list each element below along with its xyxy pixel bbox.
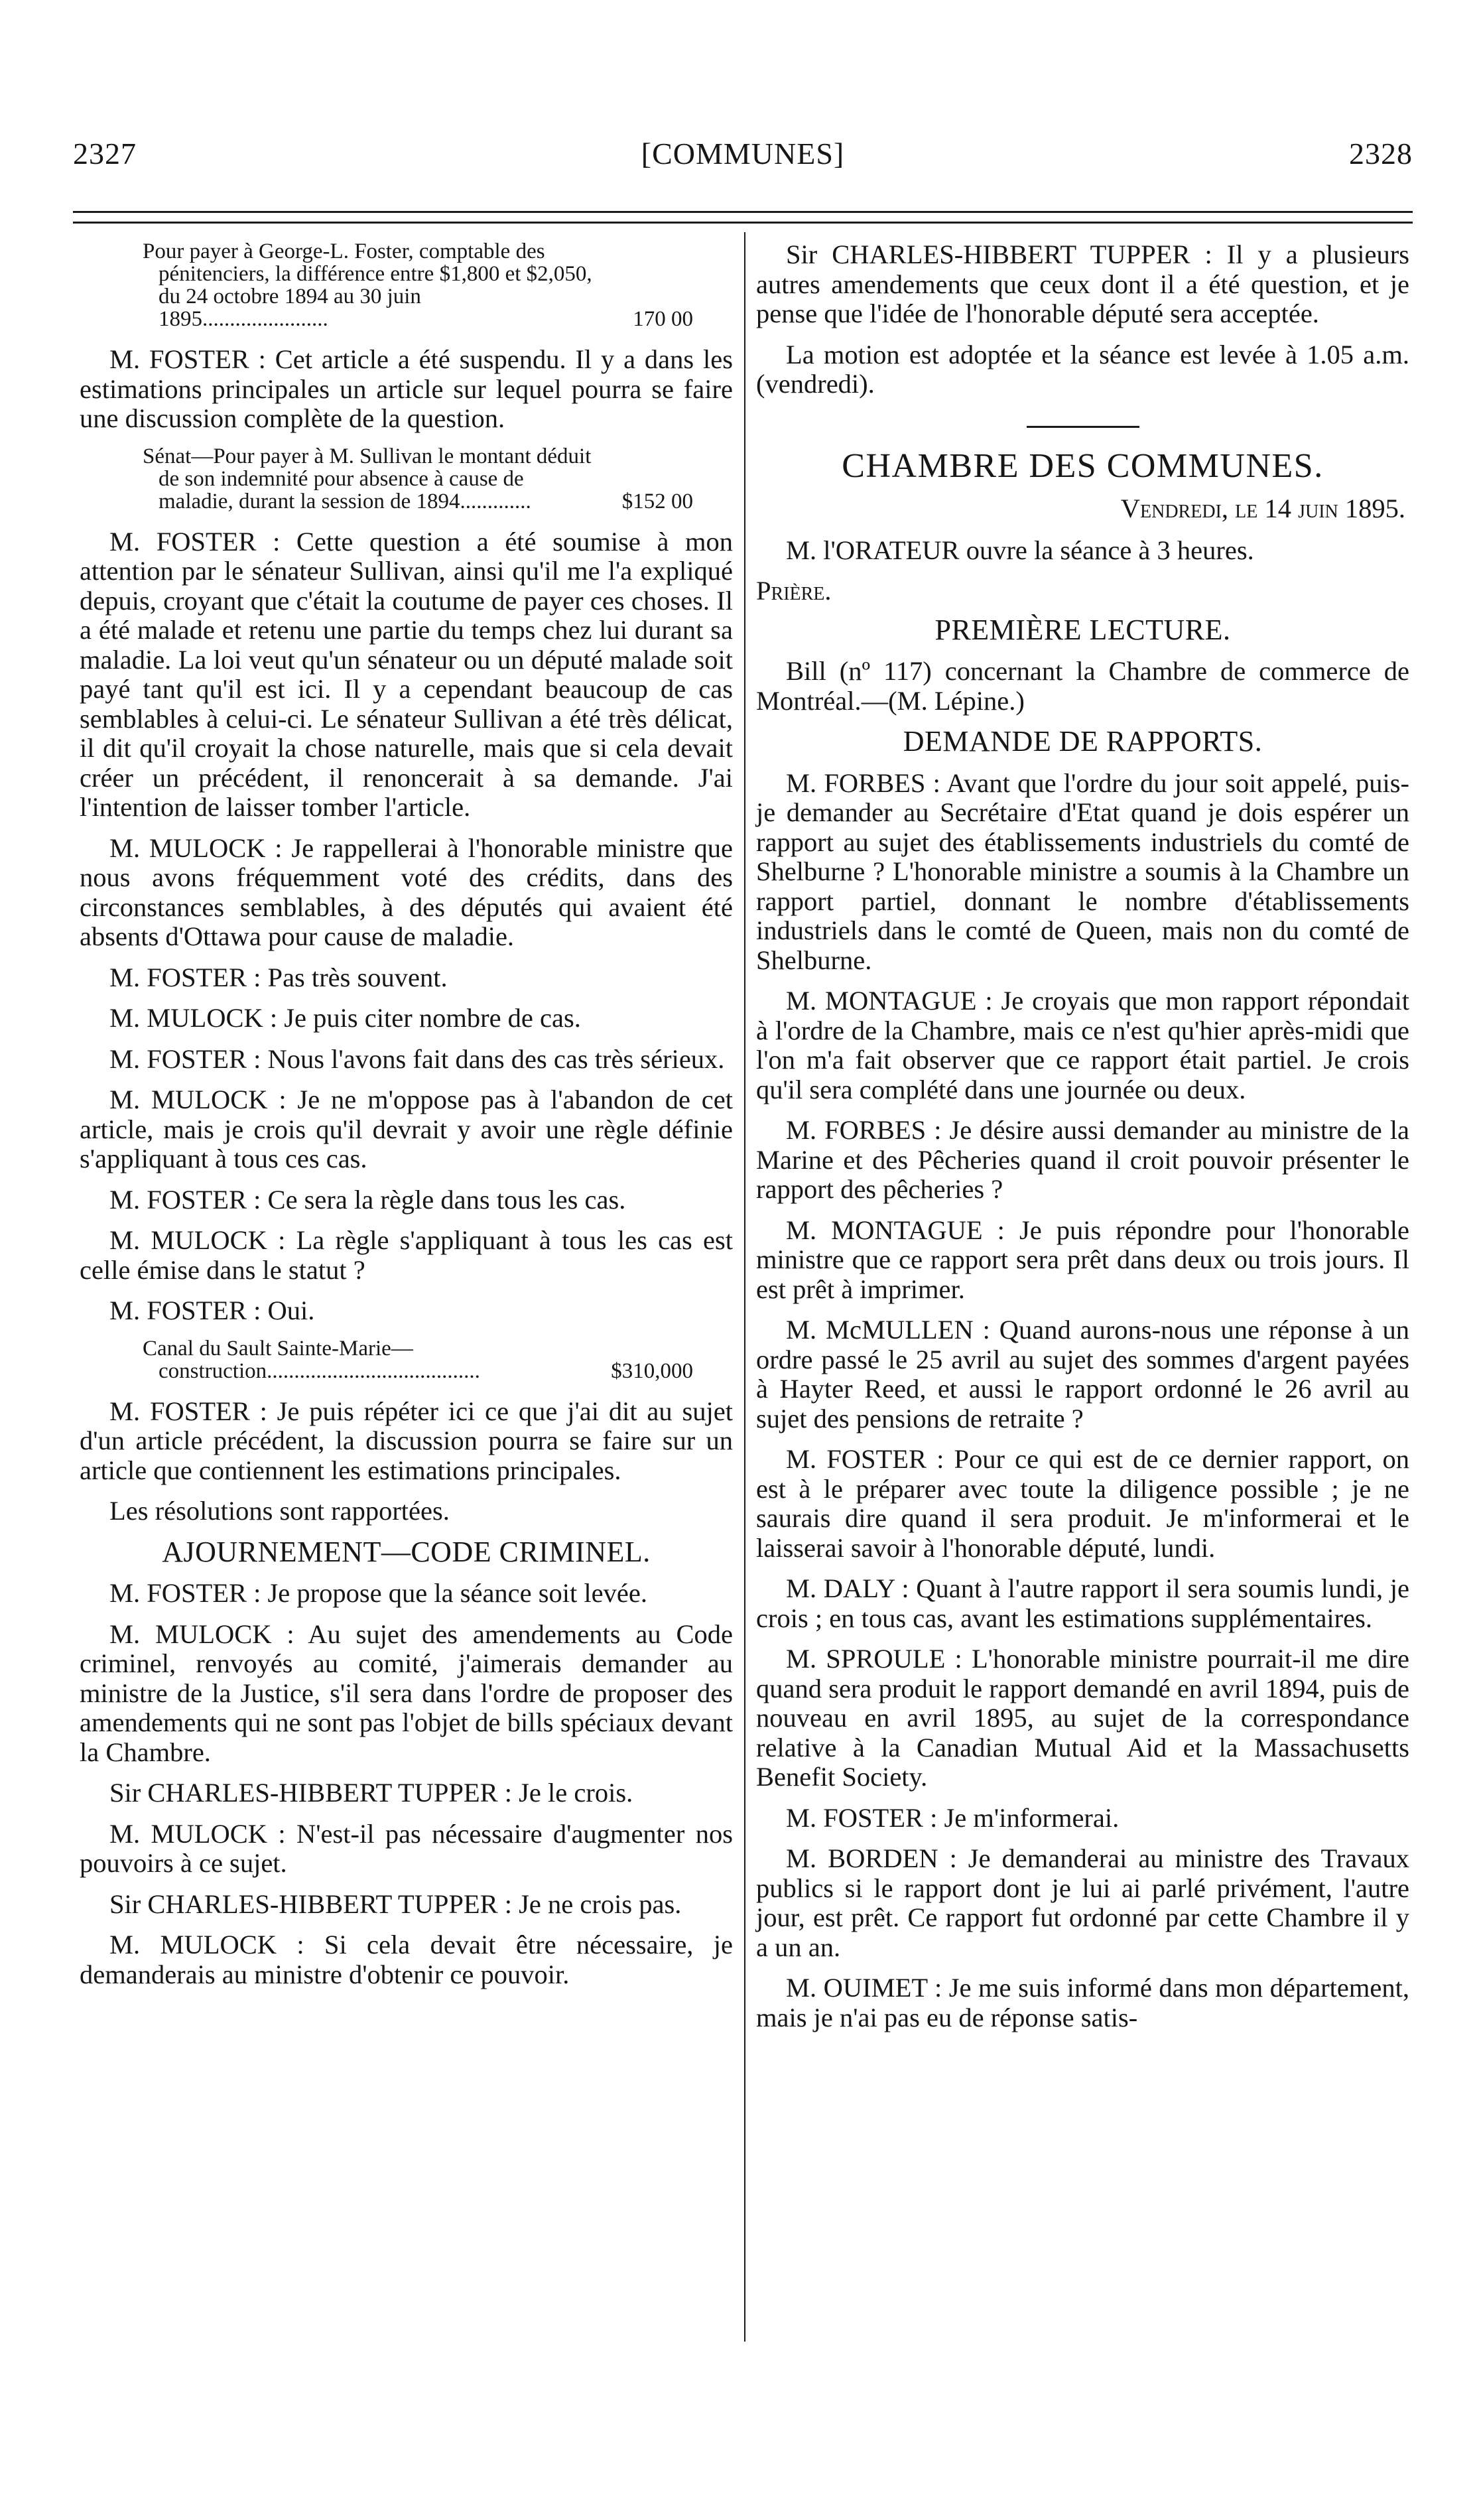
paragraph: M. FOSTER : Nous l'avons fait dans des cas très sérieux. xyxy=(109,1043,725,1074)
paragraph: M. DALY : Quant à l'autre rapport il sera soumis lundi, je crois ; en tous cas, avant les estimations supplémentaires. xyxy=(756,1573,1409,1633)
paragraph: M. FOSTER : Je m'informerai. xyxy=(786,1802,1120,1833)
estimate-item-text: Sénat—Pour payer à M. Sullivan le montant déduit de son indemnité pour absence à cause de maladie, durant la session de 1894............. xyxy=(143,444,592,513)
paragraph: M. MULOCK : Je rappellerai à l'honorable ministre que nous avons fréquemment voté des crédits, dans des circonstances semblables, à des députés qui avaient été absents d'Ottawa pour cause de maladie. xyxy=(80,832,733,951)
paragraph: M. MULOCK : Je puis citer nombre de cas. xyxy=(109,1003,581,1033)
paragraph: M. FOSTER : Pour ce qui est de ce dernier rapport, on est à le préparer avec toute la diligence possible ; je ne saurais dire quand il sera produit. Je m'informerai et le laisserai savoir à l'honorable député, lundi. xyxy=(756,1444,1409,1563)
paragraph: M. MULOCK : La règle s'appliquant à tous les cas est celle émise dans le statut ? xyxy=(80,1225,733,1285)
paragraph: M. MULOCK : N'est-il pas nécessaire d'augmenter nos pouvoirs à ce sujet. xyxy=(80,1818,733,1878)
paragraph: Les résolutions sont rapportées. xyxy=(109,1496,450,1526)
section-heading-demande-rapports: DEMANDE DE RAPPORTS. xyxy=(903,725,1263,758)
chamber-heading: CHAMBRE DES COMMUNES. xyxy=(842,446,1324,485)
section-heading-premiere-lecture: PREMIÈRE LECTURE. xyxy=(934,613,1231,646)
paragraph: M. MULOCK : Au sujet des amendements au Code criminel, renvoyés au comité, j'aimerais demander au ministre de la Justice, s'il sera dans l'ordre de proposer des amendements qui ne sont pas l'objet de bills spéciaux devant la Chambre. xyxy=(80,1619,733,1767)
left-column xyxy=(80,240,733,2001)
paragraph: M. FORBES : Je désire aussi demander au ministre de la Marine et des Pêcheries quand il croit pouvoir présenter le rapport des pêcheries ? xyxy=(756,1115,1409,1204)
paragraph: M. McMULLEN : Quand aurons-nous une réponse à un ordre passé le 25 avril au sujet des sommes d'argent payées à Hayter Reed, et aussi le rapport ordonné le 26 avril au sujet des pensions de retraite ? xyxy=(756,1315,1409,1433)
estimate-item xyxy=(143,445,693,513)
paragraph: Sir CHARLES-HIBBERT TUPPER : Je le crois. xyxy=(109,1778,633,1808)
estimate-item-amount: $152 00 xyxy=(621,489,693,513)
paragraph: M. FOSTER : Oui. xyxy=(109,1295,315,1325)
estimate-item-amount: 170 00 xyxy=(633,307,693,331)
paragraph: M. MONTAGUE : Je puis répondre pour l'honorable ministre que ce rapport sera prêt dans deux ou trois jours. Il est prêt à imprimer. xyxy=(756,1215,1409,1304)
column-divider xyxy=(744,232,745,2342)
estimate-item-amount: $310,000 xyxy=(611,1359,693,1383)
paragraph: M. SPROULE : L'honorable ministre pourrait-il me dire quand sera produit le rapport demandé en avril 1894, puis de nouveau en avril 1895, au sujet de la correspondance relative à la Canadian Mutual Aid et la Massachusetts Benefit Society. xyxy=(756,1644,1409,1792)
page-title: [COMMUNES] xyxy=(641,137,845,170)
paragraph: M. FOSTER : Ce sera la règle dans tous les cas. xyxy=(109,1184,626,1215)
paragraph: M. FOSTER : Je puis répéter ici ce que j'ai dit au sujet d'un article précédent, la discussion pourra se faire sur un article que contiennent les estimations principales. xyxy=(80,1396,733,1485)
estimate-item xyxy=(143,1337,693,1382)
paragraph: M. OUIMET : Je me suis informé dans mon département, mais je n'ai pas eu de réponse satis- xyxy=(756,1973,1409,2032)
page-header xyxy=(73,136,1413,176)
paragraph: M. MULOCK : Si cela devait être nécessaire, je demanderais au ministre d'obtenir ce pouvoir. xyxy=(80,1930,733,1989)
paragraph: M. MULOCK : Je ne m'oppose pas à l'abandon de cet article, mais je crois qu'il devrait y avoir une règle définie s'appliquant à tous ces cas. xyxy=(80,1085,733,1173)
paragraph: M. MONTAGUE : Je croyais que mon rapport répondait à l'ordre de la Chambre, mais ce n'est qu'hier après-midi que l'on m'a fait observer que ce rapport était partiel. Je crois qu'il sera complété dans une journée ou deux. xyxy=(756,986,1409,1104)
paragraph: M. l'ORATEUR ouvre la séance à 3 heures. xyxy=(786,535,1254,565)
paragraph: Sir CHARLES-HIBBERT TUPPER : Je ne crois pas. xyxy=(109,1889,682,1919)
paragraph: M. FOSTER : Cette question a été soumise à mon attention par le sénateur Sullivan, ainsi qu'il me l'a expliqué depuis, croyant que c'était la coutume de payer ces choses. Il a été malade et retenu une partie du temps chez lui durant sa maladie. La loi veut qu'un sénateur ou un député malade soit payé tant qu'il est ici. Il y a cependant beaucoup de cas semblables à celui-ci. Le sénateur Sullivan a été très délicat, il dit qu'il croyait la chose naturelle, mais que si cela devait créer un précédent, il renoncerait à sa demande. J'ai l'intention de laisser tomber l'article. xyxy=(80,526,733,822)
estimate-item xyxy=(143,240,693,330)
estimate-item-text: Canal du Sault Sainte-Marie—construction....................................... xyxy=(143,1336,480,1383)
paragraph: Bill (nº 117) concernant la Chambre de commerce de Montréal.—(M. Lépine.) xyxy=(756,656,1409,716)
section-separator xyxy=(1027,426,1139,428)
session-date: Vendredi, le 14 juin 1895. xyxy=(1120,494,1405,523)
paragraph: M. FOSTER : Je propose que la séance soit levée. xyxy=(109,1578,647,1608)
section-heading-ajournement: AJOURNEMENT—CODE CRIMINEL. xyxy=(162,1535,651,1568)
header-rule-bottom xyxy=(73,222,1413,224)
prayer-label: Prière. xyxy=(756,576,832,606)
right-column xyxy=(756,240,1409,2044)
estimate-item-text: Pour payer à George-L. Foster, comptable des pénitenciers, la différence entre $1,800 et $2,050, du 24 octobre 1894 au 30 juin 1895....................... xyxy=(143,239,592,331)
paragraph: Sir CHARLES-HIBBERT TUPPER : Il y a plusieurs autres amendements que ceux dont il a été question, et je pense que l'idée de l'honorable député sera acceptée. xyxy=(756,239,1409,328)
page-number-left: 2327 xyxy=(73,137,137,170)
paragraph: M. FORBES : Avant que l'ordre du jour soit appelé, puis-je demander au Secrétaire d'Etat quand je dois espérer un rapport au sujet des établissements industriels du comté de Shelburne ? L'honorable ministre a soumis à la Chambre un rapport partiel, donnant le nombre d'établissements industriels dans le comté de Queen, mais non du comté de Shelburne. xyxy=(756,767,1409,975)
paragraph: M. FOSTER : Cet article a été suspendu. Il y a dans les estimations principales un article sur lequel pourra se faire une discussion complète de la question. xyxy=(80,344,733,433)
paragraph: M. FOSTER : Pas très souvent. xyxy=(109,962,448,992)
paragraph: M. BORDEN : Je demanderai au ministre des Travaux publics si le rapport dont je lui ai parlé privément, l'autre jour, est prêt. Ce rapport fut ordonné par cette Chambre il y a un an. xyxy=(756,1843,1409,1962)
page-number-right: 2328 xyxy=(1349,137,1413,170)
header-rule-top xyxy=(73,211,1413,213)
paragraph: La motion est adoptée et la séance est levée à 1.05 a.m. (vendredi). xyxy=(756,339,1409,399)
